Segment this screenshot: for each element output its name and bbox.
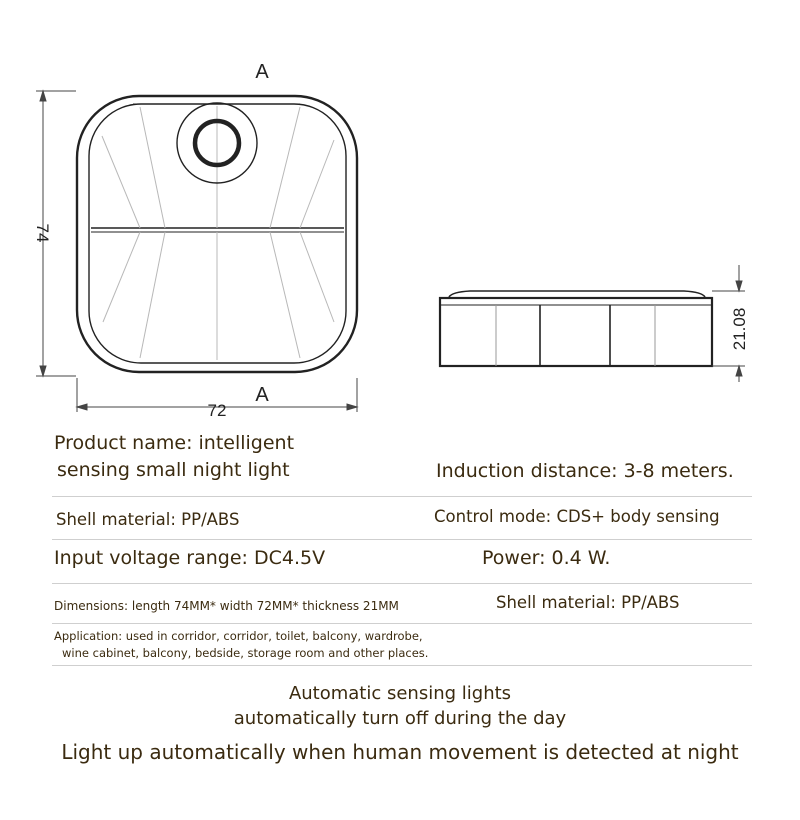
divider bbox=[52, 539, 752, 540]
section-marker-bottom: A bbox=[255, 384, 269, 406]
divider bbox=[52, 623, 752, 624]
application-line2: wine cabinet, balcony, bedside, storage room and other places. bbox=[62, 646, 429, 660]
input-voltage: Input voltage range: DC4.5V bbox=[54, 547, 326, 569]
induction-distance: Induction distance: 3-8 meters. bbox=[436, 460, 734, 482]
front-view bbox=[77, 96, 357, 372]
footer-line2: automatically turn off during the day bbox=[233, 708, 567, 729]
power: Power: 0.4 W. bbox=[482, 547, 611, 569]
divider bbox=[52, 665, 752, 666]
dimensions: Dimensions: length 74MM* width 72MM* thickness 21MM bbox=[54, 599, 399, 613]
width-dim-label: 72 bbox=[207, 401, 227, 420]
shell-material-left: Shell material: PP/ABS bbox=[56, 510, 240, 529]
side-view bbox=[440, 291, 712, 366]
divider bbox=[52, 583, 752, 584]
application-line1: Application: used in corridor, corridor, toilet, balcony, wardrobe, bbox=[54, 629, 423, 643]
shell-material-right: Shell material: PP/ABS bbox=[496, 593, 680, 612]
section-marker-top: A bbox=[255, 61, 269, 83]
footer-line3: Light up automatically when human movement is detected at night bbox=[61, 740, 739, 764]
divider bbox=[52, 496, 752, 497]
product-name-line2: sensing small night light bbox=[57, 459, 290, 481]
control-mode: Control mode: CDS+ body sensing bbox=[434, 507, 720, 526]
product-name-line1: Product name: intelligent bbox=[54, 432, 295, 454]
footer-line1: Automatic sensing lights bbox=[288, 683, 512, 704]
thickness-dim-label: 21.08 bbox=[730, 307, 749, 351]
height-dim-label: 74 bbox=[33, 223, 52, 243]
